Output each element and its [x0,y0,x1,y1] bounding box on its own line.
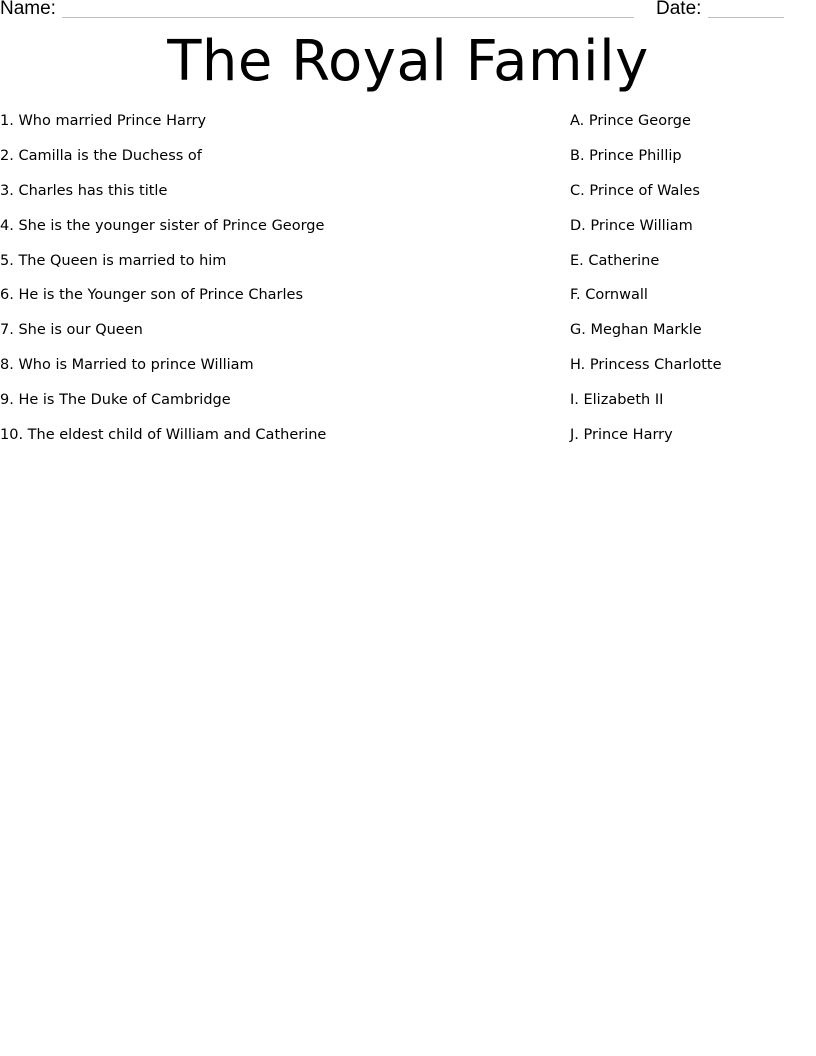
answer-item: A. Prince George [570,113,691,129]
answer-list [570,110,810,459]
clue-item: 10. The eldest child of William and Catherine [0,427,327,444]
date-blank-line [708,17,784,18]
clue-item: 4. She is the younger sister of Prince George [0,217,325,234]
answer-item: H. Princess Charlotte [570,357,722,374]
answer-item: D. Prince William [570,217,693,234]
clue-item: 2. Camilla is the Duchess of [0,147,202,164]
clue-list [0,110,520,459]
page-title: The Royal Family [167,29,649,94]
answer-item: C. Prince of Wales [570,182,700,199]
clue-item: 6. He is the Younger son of Prince Charles [0,287,303,304]
clue-item: 8. Who is Married to prince William [0,357,254,374]
clue-item: 1. Who married Prince Harry [0,113,207,129]
answer-item: J. Prince Harry [570,427,673,444]
clue-item: 5. The Queen is married to him [0,252,227,269]
clue-item: 3. Charles has this title [0,182,168,199]
clue-item: 7. She is our Queen [0,322,143,339]
answer-item: E. Catherine [570,252,660,269]
name-blank-line [62,17,634,18]
answer-item: F. Cornwall [570,287,648,304]
clue-item: 9. He is The Duke of Cambridge [0,392,231,409]
answer-item: B. Prince Phillip [570,147,682,164]
answer-item: G. Meghan Markle [570,322,702,339]
answer-item: I. Elizabeth II [570,392,664,409]
name-label: Name: [0,0,56,19]
worksheet-header [0,0,816,24]
date-label: Date: [656,0,702,19]
